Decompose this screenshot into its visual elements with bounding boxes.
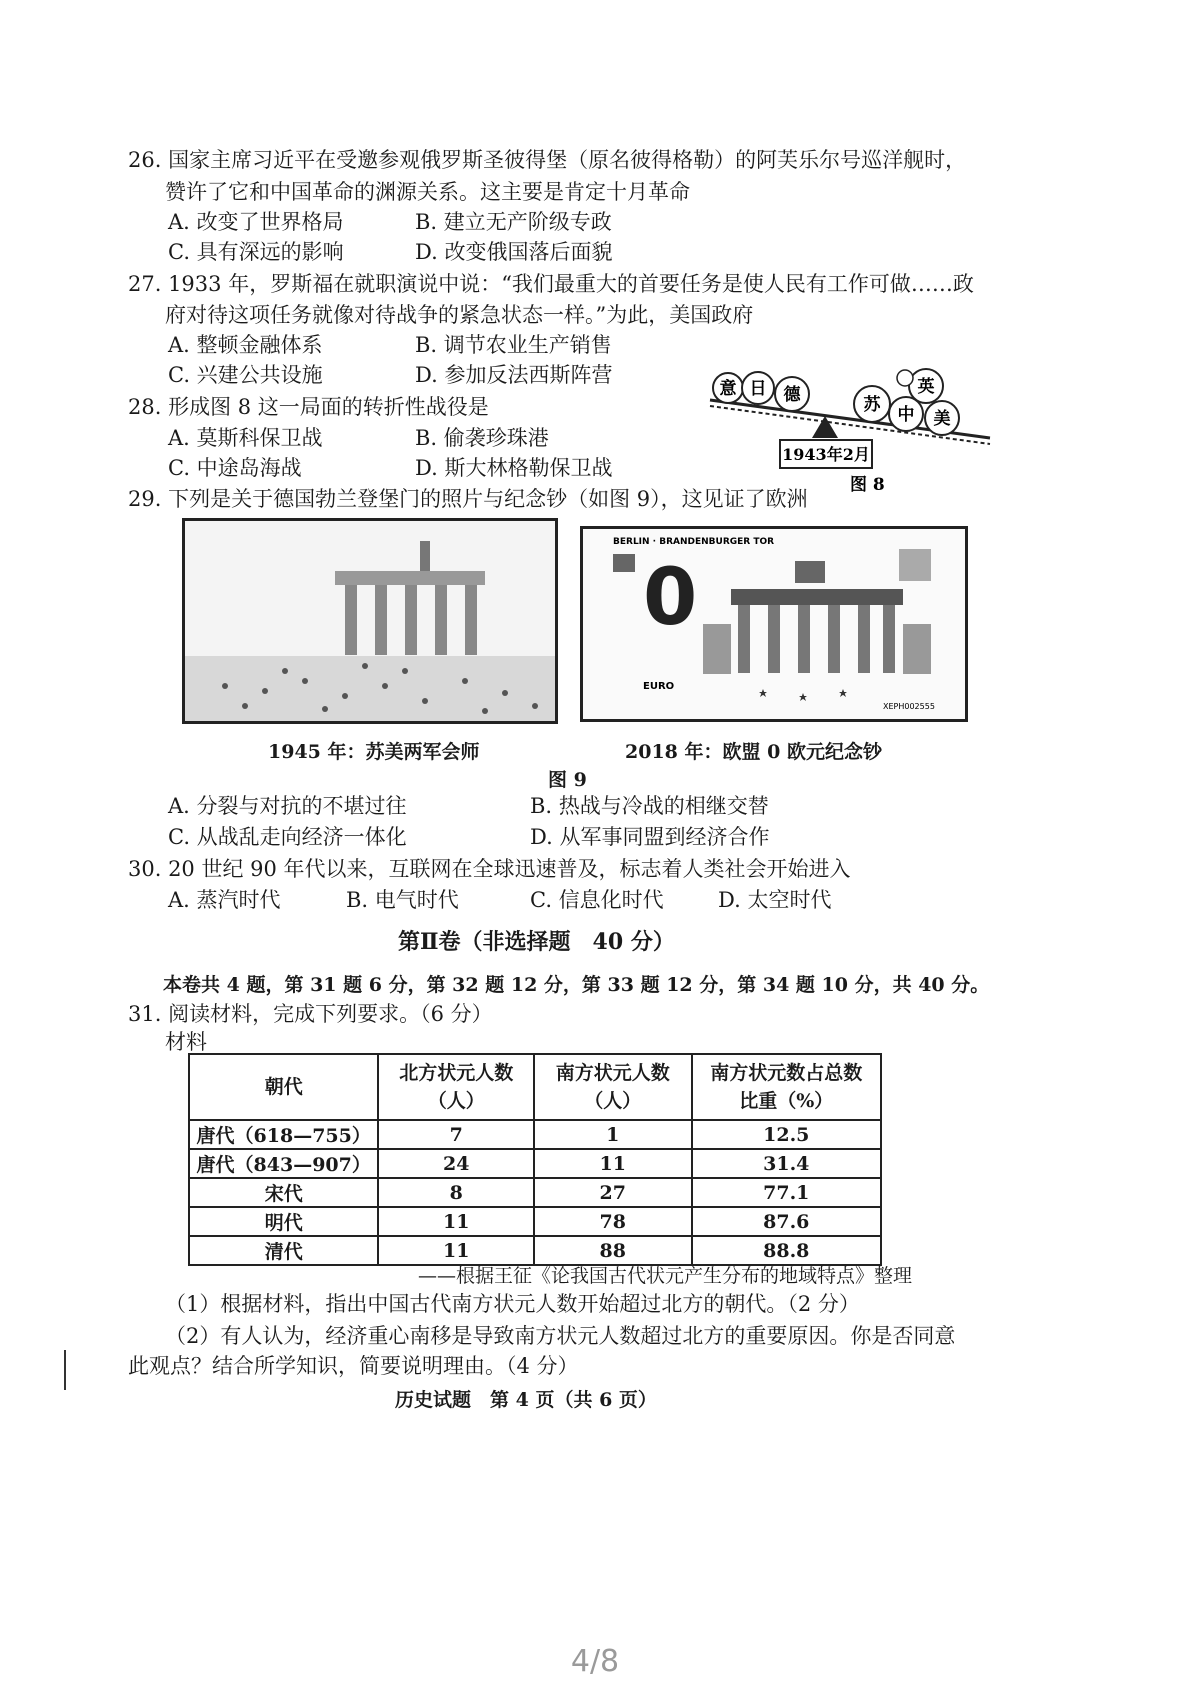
table-cell: 88 xyxy=(534,1236,692,1265)
q30-option-a: A. 蒸汽时代 xyxy=(168,888,281,912)
q26-option-d: D. 改变俄国落后面貌 xyxy=(415,240,613,264)
q31-source: ——根据王征《论我国古代状元产生分布的地域特点》整理 xyxy=(418,1265,913,1287)
table-cell: 12.5 xyxy=(692,1120,881,1149)
q31-stem: 31. 阅读材料，完成下列要求。（6 分） xyxy=(128,1002,493,1026)
q27-stem-line1: 27. 1933 年，罗斯福在就职演说中说：“我们最重大的首要任务是使人民有工作可做……政 xyxy=(128,272,974,296)
table-cell: 27 xyxy=(534,1178,692,1207)
section-2-description: 本卷共 4 题，第 31 题 6 分，第 32 题 12 分，第 33 题 12 分，第 34 题 10 分，共 40 分。 xyxy=(163,974,990,996)
q27-stem-line2: 府对待这项任务就像对待战争的紧急状态一样。”为此，美国政府 xyxy=(165,303,754,327)
q28-option-c: C. 中途岛海战 xyxy=(168,456,302,480)
q27-option-d: D. 参加反法西斯阵营 xyxy=(415,363,613,387)
table-cell: 77.1 xyxy=(692,1178,881,1207)
banknote-zero: 0 xyxy=(643,553,698,643)
q30-stem: 30. 20 世纪 90 年代以来，互联网在全球迅速普及，标志着人类社会开始进入 xyxy=(128,857,851,881)
fig9-caption-left: 1945 年：苏美两军会师 xyxy=(268,741,480,763)
q26-stem-line2: 赞许了它和中国革命的渊源关系。这主要是肯定十月革命 xyxy=(165,180,690,204)
q31-subquestion-2-line1: （2）有人认为，经济重心南移是导致南方状元人数超过北方的重要原因。你是否同意 xyxy=(165,1324,956,1348)
table-header-north: 北方状元人数 （人） xyxy=(378,1054,534,1120)
zhuangyuan-table xyxy=(188,1053,882,1266)
fig8-left-0: 意 xyxy=(719,379,737,399)
table-cell: 87.6 xyxy=(692,1207,881,1236)
banknote-2018-zero-euro xyxy=(580,526,968,722)
table-row xyxy=(189,1120,881,1149)
table-header-ratio: 南方状元数占总数 比重（%） xyxy=(692,1054,881,1120)
q26-option-c: C. 具有深远的影响 xyxy=(168,240,344,264)
table-header-row xyxy=(189,1054,881,1120)
fig8-right-0: 苏 xyxy=(863,395,881,415)
q31-subquestion-1: （1）根据材料，指出中国古代南方状元人数开始超过北方的朝代。（2 分） xyxy=(165,1292,860,1316)
table-cell: 24 xyxy=(378,1149,534,1178)
banknote-serial: XEPH002555 xyxy=(883,702,935,711)
section-2-title: 第Ⅱ卷（非选择题 40 分） xyxy=(398,929,675,955)
table-cell: 31.4 xyxy=(692,1149,881,1178)
table-cell: 7 xyxy=(378,1120,534,1149)
fig8-left-1: 日 xyxy=(749,379,767,399)
banknote-euro: EURO xyxy=(643,681,675,692)
page-footer: 历史试题 第 4 页（共 6 页） xyxy=(395,1389,657,1411)
table-row xyxy=(189,1149,881,1178)
table-cell: 清代 xyxy=(189,1236,378,1265)
table-cell: 8 xyxy=(378,1178,534,1207)
q29-option-b: B. 热战与冷战的相继交替 xyxy=(530,794,769,818)
fig8-right-3: 美 xyxy=(933,409,951,429)
q29-stem: 29. 下列是关于德国勃兰登堡门的照片与纪念钞（如图 9），这见证了欧洲 xyxy=(128,487,808,511)
photo-1945-brandenburg-gate xyxy=(182,518,558,724)
table-cell: 明代 xyxy=(189,1207,378,1236)
table-row xyxy=(189,1207,881,1236)
q29-option-a: A. 分裂与对抗的不堪过往 xyxy=(168,794,407,818)
q28-option-a: A. 莫斯科保卫战 xyxy=(168,426,323,450)
fig9-label: 图 9 xyxy=(548,769,587,791)
fig8-date: 1943年2月 xyxy=(782,445,870,464)
q31-subquestion-2-line2: 此观点？结合所学知识，简要说明理由。（4 分） xyxy=(128,1354,579,1378)
table-cell: 唐代（843—907） xyxy=(189,1149,378,1178)
margin-mark xyxy=(64,1350,66,1390)
table-cell: 78 xyxy=(534,1207,692,1236)
fig9-caption-right: 2018 年：欧盟 0 欧元纪念钞 xyxy=(625,741,882,763)
q31-material-label: 材料 xyxy=(165,1030,207,1054)
q27-option-b: B. 调节农业生产销售 xyxy=(415,333,612,357)
table-cell: 88.8 xyxy=(692,1236,881,1265)
fig8-label: 图 8 xyxy=(850,475,885,495)
table-row xyxy=(189,1236,881,1265)
q29-option-c: C. 从战乱走向经济一体化 xyxy=(168,825,407,849)
q28-option-d: D. 斯大林格勒保卫战 xyxy=(415,456,613,480)
table-header-south: 南方状元人数 （人） xyxy=(534,1054,692,1120)
table-cell: 11 xyxy=(534,1149,692,1178)
table-row xyxy=(189,1178,881,1207)
table-cell: 11 xyxy=(378,1236,534,1265)
q27-option-c: C. 兴建公共设施 xyxy=(168,363,323,387)
q26-stem-line1: 26. 国家主席习近平在受邀参观俄罗斯圣彼得堡（原名彼得格勒）的阿芙乐尔号巡洋舰时， xyxy=(128,148,967,172)
table-header-dynasty: 朝代 xyxy=(189,1054,378,1120)
q29-option-d: D. 从军事同盟到经济合作 xyxy=(530,825,770,849)
table-cell: 宋代 xyxy=(189,1178,378,1207)
q27-option-a: A. 整顿金融体系 xyxy=(168,333,323,357)
q28-stem: 28. 形成图 8 这一局面的转折性战役是 xyxy=(128,395,489,419)
table-cell: 1 xyxy=(534,1120,692,1149)
q30-option-c: C. 信息化时代 xyxy=(530,888,664,912)
q30-option-b: B. 电气时代 xyxy=(346,888,459,912)
page-indicator: 4/8 xyxy=(570,1644,620,1679)
fig8-right-2: 中 xyxy=(897,405,915,425)
banknote-header: BERLIN · BRANDENBURGER TOR xyxy=(613,537,775,547)
table-cell: 唐代（618—755） xyxy=(189,1120,378,1149)
table-cell: 11 xyxy=(378,1207,534,1236)
q30-option-d: D. 太空时代 xyxy=(718,888,832,912)
fig8-left-2: 德 xyxy=(783,385,801,405)
fig8-right-1: 英 xyxy=(917,377,935,397)
q26-option-a: A. 改变了世界格局 xyxy=(168,210,344,234)
q28-option-b: B. 偷袭珍珠港 xyxy=(415,426,549,450)
q26-option-b: B. 建立无产阶级专政 xyxy=(415,210,612,234)
